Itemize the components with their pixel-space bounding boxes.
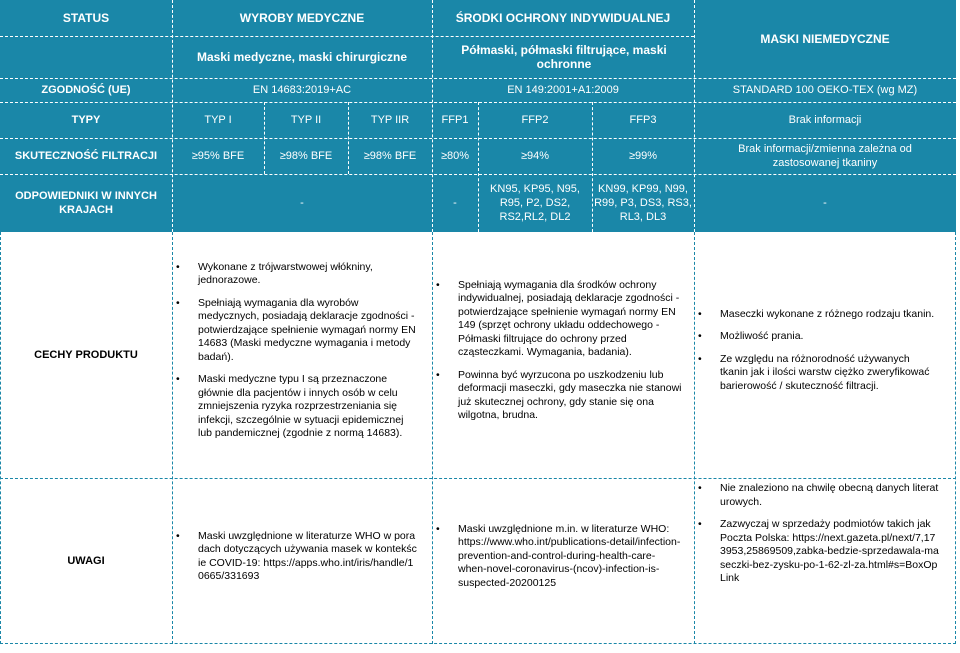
list-item: • Spełniają wymagania dla środków ochrony indywidualnej, posiadają deklaracje zgodności - potwierdzające spełnienie wymagań normy EN 149 (sprzęt ochrony układu oddechowego - Półmaski filtrujące do ochrony przed cząsteczkami. Wymagania, badania).: [458, 279, 682, 360]
list-item: • Ze względu na różnorodność używanych tkanin jak i ilości warstw ciężko zweryfikować barierowość / skuteczność filtracji.: [720, 353, 940, 394]
grid-line: [592, 102, 593, 232]
odpowiedniki-medyczne: -: [172, 174, 432, 232]
list-item: • Wykonane z trójwarstwowej włókniny, jednorazowe.: [198, 261, 418, 288]
grid-line: [0, 78, 956, 79]
cechy-medyczne-list: [172, 261, 418, 450]
odpowiedniki-ffp3: KN99, KP99, N99, R99, P3, DS3, RS3, RL3, DL3: [594, 174, 692, 232]
list-item: • Maski medyczne typu I są przeznaczone głównie dla pacjentów i innych osób w celu zmniejszenia ryzyka rozprzestrzeniania się infekcji, szczególnie w sytuacji epidemicznej lub pandemicznej (zgodnie z normą 14683).: [198, 373, 418, 441]
odpowiedniki-niemedyczne: -: [694, 174, 956, 232]
typ-ffp3: FFP3: [592, 102, 694, 138]
typ-ffp1: FFP1: [432, 102, 478, 138]
grid-line: [432, 0, 433, 232]
uwagi-niemedyczne-cell: [694, 478, 956, 644]
subheader-maski-medyczne: Maski medyczne, maski chirurgiczne: [172, 36, 432, 78]
zgodnosc-soi: EN 149:2001+A1:2009: [432, 78, 694, 102]
uwagi-medyczne-cell: [172, 478, 432, 644]
row-label-zgodnosc: ZGODNOŚĆ (UE): [0, 78, 172, 102]
cechy-medyczne-cell: [172, 232, 432, 478]
uwagi-soi-cell: [432, 478, 694, 644]
typ-iir: TYP IIR: [348, 102, 432, 138]
grid-line: [0, 643, 956, 644]
header-maski-niemedyczne: MASKI NIEMEDYCZNE: [694, 0, 956, 78]
grid-line: [0, 138, 956, 139]
cechy-niemedyczne-list: [694, 308, 940, 403]
grid-line: [955, 232, 956, 644]
list-item: • Powinna być wyrzucona po uszkodzeniu lub deformacji maseczki, gdy maseczka nie stanowi już skutecznej ochrony, gdy stanie się ona wilgotna, brudna.: [458, 369, 682, 423]
skutecznosc-niemedyczne: Brak informacji/zmienna zależna od zastosowanej tkaniny: [704, 138, 946, 174]
grid-line: [172, 232, 173, 644]
grid-line: [172, 0, 173, 232]
uwagi-medyczne-list: [172, 530, 418, 593]
grid-line: [0, 174, 956, 175]
skutecznosc-ffp3: ≥99%: [592, 138, 694, 174]
grid-line: [0, 36, 694, 37]
typ-ffp2: FFP2: [478, 102, 592, 138]
cechy-soi-list: [432, 279, 682, 432]
header-wyroby-medyczne: WYROBY MEDYCZNE: [172, 0, 432, 36]
skutecznosc-typ-iir: ≥98% BFE: [348, 138, 432, 174]
row-label-cechy: CECHY PRODUKTU: [0, 232, 172, 478]
zgodnosc-medyczne: EN 14683:2019+AC: [172, 78, 432, 102]
header-empty-cell: [0, 36, 172, 78]
typ-ii: TYP II: [264, 102, 348, 138]
uwagi-soi-list: [432, 523, 682, 600]
row-label-uwagi: UWAGI: [0, 478, 172, 644]
list-item: • Maski uwzględnione w literaturze WHO w poradach dotyczących używania masek w kontekście COVID-19: https://apps.who.int/iris/handle/10665/331693: [198, 530, 418, 584]
grid-line: [432, 232, 433, 644]
list-item: • Nie znaleziono na chwilę obecną danych literaturowych.: [720, 482, 940, 509]
cechy-soi-cell: [432, 232, 694, 478]
grid-line: [694, 232, 695, 644]
list-item: • Spełniają wymagania dla wyrobów medycznych, posiadają deklaracje zgodności - potwierdzające spełnienie wymagań normy EN 14683 (Maski medyczne wymagania i metody badań).: [198, 297, 418, 365]
typy-niemedyczne: Brak informacji: [694, 102, 956, 138]
header-status: STATUS: [0, 0, 172, 36]
typ-i: TYP I: [172, 102, 264, 138]
skutecznosc-typ-ii: ≥98% BFE: [264, 138, 348, 174]
row-label-odpowiedniki: ODPOWIEDNIKI W INNYCH KRAJACH: [12, 174, 160, 232]
header-srodki-ochrony: ŚRODKI OCHRONY INDYWIDUALNEJ: [432, 0, 694, 36]
uwagi-niemedyczne-list: [694, 482, 940, 595]
list-item: • Maseczki wykonane z różnego rodzaju tkanin.: [720, 308, 940, 322]
row-label-skutecznosc: SKUTECZNOŚĆ FILTRACJI: [0, 138, 172, 174]
grid-line: [478, 102, 479, 232]
grid-line: [0, 478, 956, 479]
cechy-niemedyczne-cell: [694, 232, 956, 478]
grid-line: [0, 232, 1, 644]
skutecznosc-ffp2: ≥94%: [478, 138, 592, 174]
zgodnosc-niemedyczne: STANDARD 100 OEKO-TEX (wg MZ): [694, 78, 956, 102]
list-item: • Maski uwzględnione m.in. w literaturze WHO: https://www.who.int/publications-detail/infection-prevention-and-control-during-health-care-when-novel-coronavirus-(ncov)-infection-is-suspected-20200125: [458, 523, 682, 591]
grid-line: [0, 102, 956, 103]
odpowiedniki-ffp2: KN95, KP95, N95, R95, P2, DS2, RS2,RL2, DL2: [482, 174, 588, 232]
list-item: • Możliwość prania.: [720, 330, 940, 344]
subheader-polmaski: Półmaski, półmaski filtrujące, maski ochronne: [444, 36, 684, 78]
list-item: • Zazwyczaj w sprzedaży podmiotów takich jak Poczta Polska: https://next.gazeta.pl/next/7,173953,25869509,zabka-bedzie-sprzedawala-maseczki-bez-zysku-po-1-62-zl-za.html#s=BoxOpLink: [720, 518, 940, 586]
odpowiedniki-ffp1: -: [432, 174, 478, 232]
skutecznosc-ffp1: ≥80%: [432, 138, 478, 174]
row-label-typy: TYPY: [0, 102, 172, 138]
skutecznosc-typ-i: ≥95% BFE: [172, 138, 264, 174]
grid-line: [694, 0, 695, 232]
